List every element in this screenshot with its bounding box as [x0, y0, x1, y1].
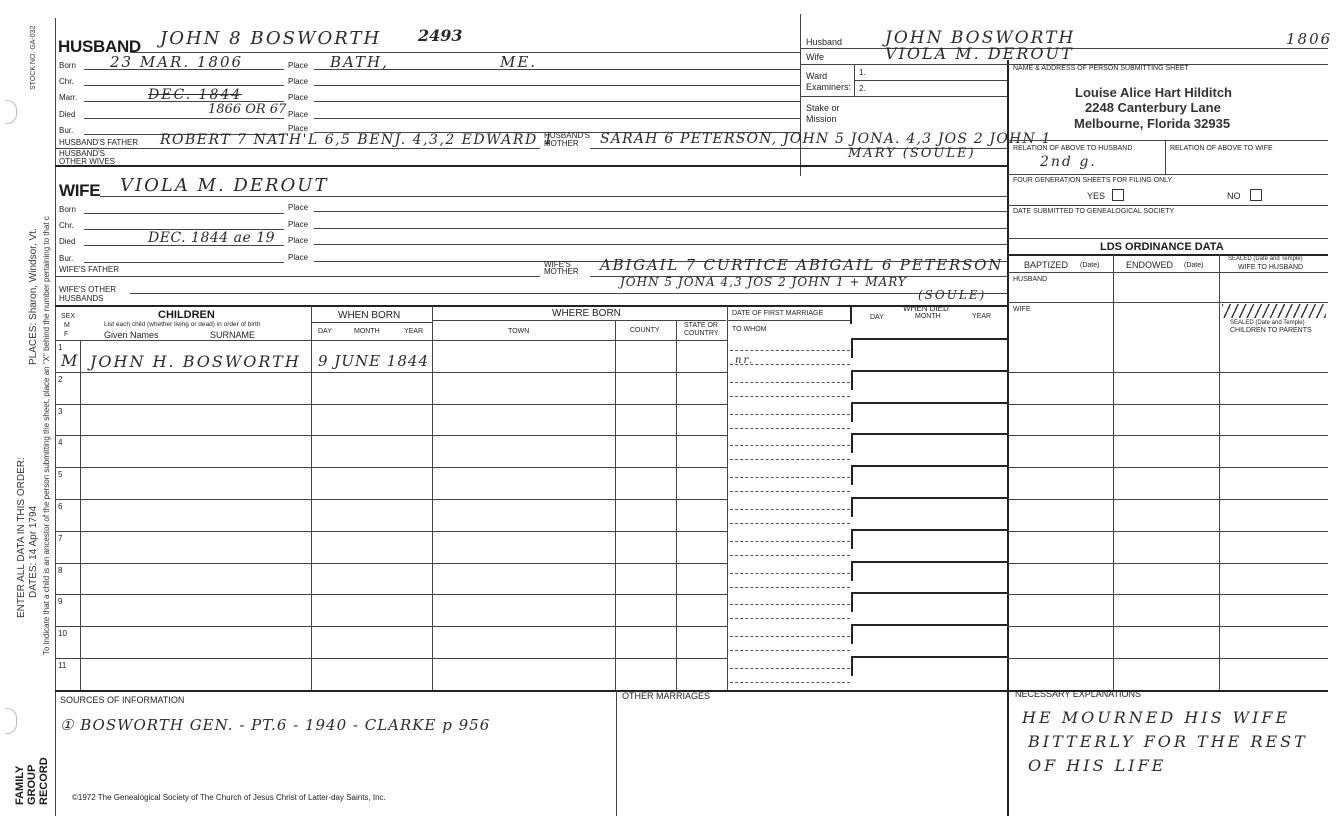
marriage-dash-line: [730, 573, 850, 574]
left-border: [55, 18, 56, 816]
when-born-subline: [311, 322, 432, 323]
examiners-bottom-line: [800, 96, 1007, 97]
first-marriage-subline: [727, 320, 851, 321]
child-row-line: [55, 499, 727, 500]
record-title: [14, 735, 50, 805]
wife-died-place-label: Place: [288, 236, 309, 245]
husband-heading: HUSBAND: [58, 37, 141, 56]
lds-child-row-line: [1008, 404, 1328, 405]
explanation-line-2: BITTERLY FOR THE REST: [1028, 732, 1308, 751]
sources-text: ① BOSWORTH GEN. - PT.6 - 1940 - CLARKE p 956: [60, 716, 491, 734]
marriage-dash-line: [730, 509, 850, 510]
lds-endowed-date: (Date): [1184, 262, 1204, 269]
record-title-line-1: FAMILY: [14, 765, 26, 805]
husband-died-label: Died: [59, 110, 76, 119]
right-wife-name: VIOLA M. DEROUT: [885, 44, 1074, 63]
given-names-label: Given Names: [104, 330, 159, 340]
child-number: 8: [58, 566, 63, 575]
children-header-bottom: [55, 340, 727, 341]
died-month-label: MONTH: [915, 313, 941, 320]
lds-child-row-line: [1008, 594, 1328, 595]
child-number: 2: [58, 375, 63, 384]
child-row-line: [55, 563, 727, 564]
wife-mother-continued-2: (SOULE): [918, 288, 987, 302]
wife-heading: WIFE: [59, 181, 101, 200]
lds-baptized: BAPTIZED: [1024, 260, 1069, 270]
husband-marr-place-line: [314, 101, 800, 102]
date-submitted-label: DATE SUBMITTED TO GENEALOGICAL SOCIETY: [1013, 208, 1175, 215]
lds-col-divider-2: [1219, 254, 1220, 690]
explanations-label: NECESSARY EXPLANATIONS: [1015, 689, 1142, 699]
child-number: 6: [58, 502, 63, 511]
wife-name: VIOLA M. DEROUT: [120, 175, 329, 196]
date-submitted-bottom-line: [1008, 238, 1328, 239]
when-born-label: WHEN BORN: [338, 310, 401, 321]
marriage-dash-line: [730, 364, 850, 365]
husband-bur-label: Bur.: [59, 126, 74, 135]
relation-husband-label: RELATION OF ABOVE TO HUSBAND: [1013, 145, 1133, 152]
state-or-label: STATE OR: [684, 322, 718, 329]
wife-other-husbands-line: [130, 293, 1007, 294]
wife-other-husbands-label-1: WIFE'S OTHER: [59, 285, 117, 294]
lds-baptized-date: (Date): [1080, 262, 1100, 269]
wife-chr-label: Chr.: [59, 221, 74, 230]
relation-husband-value: 2nd g.: [1040, 154, 1097, 170]
when-died-label: WHEN DIED: [903, 304, 949, 313]
copyright: ©1972 The Genealogical Society of The Church of Jesus Christ of Latter-day Saints, Inc.: [72, 793, 386, 802]
yes-checkbox[interactable]: [1112, 189, 1124, 201]
child-row-line: [55, 658, 727, 659]
husband-name: JOHN 8 BOSWORTH: [160, 28, 382, 49]
sex-m-label: M: [64, 322, 70, 329]
county-label: COUNTY: [630, 327, 660, 334]
marriage-dash-line: [730, 650, 850, 651]
yes-label: YES: [1087, 191, 1106, 201]
stock-number: STOCK NO. GA-032: [30, 25, 37, 90]
husband-born-line: [84, 69, 284, 70]
marriage-dash-line: [730, 491, 850, 492]
child-number: 7: [58, 534, 63, 543]
husband-father-label: HUSBAND'S FATHER: [59, 138, 139, 147]
header-divider: [800, 14, 801, 176]
marriage-dash-line: [730, 587, 850, 588]
born-day-label: DAY: [318, 328, 332, 335]
child-row-line: [55, 626, 727, 627]
lds-child-row-line: [1008, 658, 1328, 659]
husband-born-state: ME.: [500, 53, 538, 71]
sex-f-label: F: [64, 331, 69, 338]
husband-mother-label-1: HUSBAND'S: [544, 131, 590, 140]
husband-other-wives-label-2: OTHER WIVES: [59, 157, 116, 166]
right-husband-name: JOHN BOSWORTH: [885, 28, 1076, 48]
lds-child-row-line: [1008, 499, 1328, 500]
husband-marr-place-label: Place: [288, 93, 309, 102]
husband-marr-date: DEC. 1844: [148, 87, 243, 103]
marriage-dash-line: [730, 523, 850, 524]
wife-chr-place-label: Place: [288, 220, 309, 229]
four-generation-bottom-line: [1008, 205, 1328, 206]
marriage-dash-line: [730, 668, 850, 669]
stake-label: Stake or: [806, 103, 840, 113]
wife-name-line: [100, 196, 1007, 197]
child-number: 9: [58, 597, 63, 606]
to-whom-label: TO WHOM: [732, 326, 767, 333]
wife-born-place-label: Place: [288, 203, 309, 212]
lds-child-row-line: [1008, 563, 1328, 564]
where-born-subline: [432, 320, 726, 321]
died-bracket: [851, 402, 1009, 422]
lds-wife-row: WIFE: [1013, 306, 1031, 313]
explanation-line-3: OF HIS LIFE: [1028, 756, 1167, 775]
died-year-label: YEAR: [972, 313, 992, 320]
wife-other-husbands-label-2: HUSBANDS: [59, 294, 104, 303]
lds-child-row-line: [1008, 372, 1328, 373]
wife-bur-line: [84, 262, 284, 263]
explanation-line-1: HE MOURNED HIS WIFE: [1022, 708, 1291, 727]
child-birth-date: 9 JUNE 1844: [318, 352, 429, 370]
lds-child-row-line: [1008, 467, 1328, 468]
marriage-dash-line: [730, 477, 850, 478]
submitter-name: Louise Alice Hart Hilditch: [1075, 85, 1232, 100]
submitter-label: NAME & ADDRESS OF PERSON SUBMITTING SHEET: [1013, 65, 1189, 72]
husband-father: ROBERT 7 NATH'L 6,5 BENJ. 4,3,2 EDWARD 1: [160, 132, 555, 148]
examiner-1: 1.: [859, 68, 866, 77]
husband-born-place-line: [314, 69, 800, 70]
no-label: NO: [1227, 191, 1241, 201]
child-sex: M: [61, 351, 80, 370]
col-town-divider: [615, 320, 616, 690]
child-row-line: [55, 467, 727, 468]
right-wife-label: Wife: [806, 52, 824, 62]
husband-died-line: [84, 118, 284, 119]
where-born-label: WHERE BORN: [552, 308, 621, 319]
lds-title: LDS ORDINANCE DATA: [1100, 241, 1224, 253]
dates-note: DATES: 14 Apr 1794: [28, 505, 39, 598]
relation-divider: [1165, 140, 1166, 174]
enter-all-data-note: ENTER ALL DATA IN THIS ORDER:: [16, 457, 27, 618]
wife-section-bottom: [55, 305, 1008, 307]
child-number: 5: [58, 470, 63, 479]
lds-child-row-line: [1008, 626, 1328, 627]
marriage-dash-line: [730, 636, 850, 637]
lds-sealed-children-2: CHILDREN TO PARENTS: [1230, 327, 1312, 334]
wife-born-place-line: [314, 211, 1007, 212]
wife-chr-place-line: [314, 228, 1007, 229]
husband-mother-continued: MARY (SOULE): [848, 146, 976, 161]
wife-mother-label-2: MOTHER: [544, 267, 579, 276]
wife-born-line: [84, 213, 284, 214]
examiners-label: Examiners:: [806, 82, 852, 92]
wife-father-label: WIFE'S FATHER: [59, 265, 120, 274]
submitter-bottom-line: [1008, 140, 1328, 141]
no-checkbox[interactable]: [1250, 189, 1262, 201]
husband-chr-place-label: Place: [288, 77, 309, 86]
lds-col-divider-1: [1113, 254, 1114, 690]
died-bracket: [851, 592, 1009, 612]
four-generation-label: FOUR GENERATION SHEETS FOR FILING ONLY: [1013, 177, 1173, 184]
marriage-dash-line: [730, 414, 850, 415]
places-note: PLACES: Sharon, Windsor, Vt.: [28, 228, 39, 365]
col-sex-divider: [80, 340, 81, 690]
child-number: 1: [58, 343, 63, 352]
lds-sealed-wife-1: SEALED (Date and Temple): [1228, 256, 1303, 262]
wife-father-line: [56, 276, 540, 277]
marriage-dash-line: [730, 428, 850, 429]
wife-died-place-line: [314, 244, 1007, 245]
lds-sealed-wife-2: WIFE TO HUSBAND: [1238, 264, 1304, 271]
col-county-divider: [676, 320, 677, 690]
marriage-dash-line: [730, 382, 850, 383]
col-state-divider: [727, 306, 728, 690]
died-bracket: [851, 433, 1009, 453]
mission-label: Mission: [806, 114, 837, 124]
relation-bottom-line: [1008, 174, 1328, 175]
marriage-dash-line: [730, 682, 850, 683]
examiner-2: 2.: [859, 84, 866, 93]
lds-husband-line: [1008, 302, 1328, 303]
child-row-line: [55, 435, 727, 436]
marriage-dash-line: [730, 445, 850, 446]
wife-bur-label: Bur.: [59, 254, 74, 263]
child-number: 10: [58, 629, 67, 638]
child-row-line: [55, 531, 727, 532]
record-title-line-2: GROUP: [26, 764, 38, 805]
husband-chr-label: Chr.: [59, 77, 74, 86]
husband-died-place-line: [314, 118, 800, 119]
child-number: 11: [58, 661, 67, 670]
sex-label: SEX: [61, 313, 76, 320]
col-born-divider: [432, 306, 433, 690]
child-name: JOHN H. BOSWORTH: [90, 352, 301, 371]
surname-label: SURNAME: [210, 330, 256, 340]
wife-born-label: Born: [59, 205, 76, 214]
died-bracket: [851, 497, 1009, 517]
husband-other-wives-label-1: HUSBAND'S: [59, 149, 105, 158]
husband-died-place-label: Place: [288, 110, 309, 119]
lds-husband-row: HUSBAND: [1013, 276, 1048, 283]
lds-hatched-cell: [1222, 304, 1326, 318]
died-bracket: [851, 529, 1009, 549]
husband-chr-place-line: [314, 85, 800, 86]
child-number: 4: [58, 438, 63, 447]
col-marriage-divider: [850, 306, 852, 324]
sources-label: SOURCES OF INFORMATION: [60, 695, 185, 705]
wife-died-label: Died: [59, 237, 76, 246]
country-label: COUNTRY: [684, 330, 719, 337]
submitter-city: Melbourne, Florida 32935: [1074, 116, 1231, 131]
marriage-dash-line: [730, 459, 850, 460]
wife-died-line: [84, 245, 284, 246]
child-first-marriage: nr.: [735, 355, 755, 366]
child-row-line: [55, 372, 727, 373]
ancestor-instruction: To indicate that a child is an ancestor of the person submitting the sheet, place an "X" behind the number pertaining to that c: [42, 216, 51, 655]
wife-mother-continued: JOHN 5 JONA 4,3 JOS 2 JOHN 1 + MARY: [620, 275, 907, 289]
died-bracket: [851, 561, 1009, 581]
lds-sealed-children-1: SEALED (Date and Temple): [1230, 320, 1305, 326]
husband-bur-place-label: Place: [288, 124, 309, 133]
marriage-dash-line: [730, 555, 850, 556]
wife-died-date: DEC. 1844 ae 19: [148, 230, 276, 246]
husband-id-number: 2493: [418, 26, 463, 45]
born-month-label: MONTH: [354, 328, 380, 335]
lds-child-row-line: [1008, 435, 1328, 436]
marriage-dash-line: [730, 604, 850, 605]
died-bracket: [851, 624, 1009, 644]
sources-divider: [616, 690, 617, 816]
punch-hole-top: [6, 100, 17, 124]
lds-header-line: [1008, 272, 1328, 273]
wife-mother: ABIGAIL 7 CURTICE ABIGAIL 6 PETERSON: [600, 256, 1004, 274]
children-heading: CHILDREN: [158, 309, 215, 321]
husband-marr-label: Marr.: [59, 93, 78, 102]
died-bracket: [851, 338, 1009, 358]
husband-section-bottom: [55, 165, 1008, 167]
wife-bur-place-label: Place: [288, 253, 309, 262]
child-number: 3: [58, 407, 63, 416]
marriage-dash-line: [730, 396, 850, 397]
child-row-line: [55, 594, 727, 595]
relation-wife-label: RELATION OF ABOVE TO WIFE: [1170, 145, 1273, 152]
husband-died-date: 1866 OR 67: [208, 102, 287, 117]
born-year-label: YEAR: [404, 328, 424, 335]
examiner-row-line: [854, 80, 1007, 81]
husband-chr-line: [84, 85, 284, 86]
died-bracket: [851, 370, 1009, 390]
town-label: TOWN: [508, 328, 530, 335]
col-names-divider: [311, 306, 312, 690]
husband-mother-label-2: MOTHER: [544, 139, 579, 148]
died-day-label: DAY: [870, 314, 884, 321]
died-bracket: [851, 465, 1009, 485]
right-husband-year: 1806: [1286, 30, 1333, 48]
died-bracket: [851, 656, 1009, 676]
husband-born-place: BATH,: [330, 53, 389, 71]
ward-label: Ward: [806, 71, 828, 81]
other-marriages-label: OTHER MARRIAGES: [622, 691, 711, 701]
children-subheading: List each child (whether living or dead) in order of birth: [104, 321, 261, 328]
child-row-line: [55, 404, 727, 405]
husband-born-date: 23 MAR. 1806: [110, 53, 244, 71]
marriage-dash-line: [730, 350, 850, 351]
punch-hole-bottom: [6, 708, 17, 734]
marriage-dash-line: [730, 618, 850, 619]
husband-father-line: [56, 148, 540, 149]
lds-child-row-line: [1008, 531, 1328, 532]
marriage-dash-line: [730, 541, 850, 542]
lds-endowed: ENDOWED: [1126, 260, 1173, 270]
submitter-street: 2248 Canterbury Lane: [1085, 100, 1221, 115]
right-husband-label: Husband: [806, 37, 843, 47]
wife-mother-label-1: WIFE'S: [544, 260, 571, 269]
record-title-line-3: RECORD: [38, 757, 50, 805]
husband-born-label: Born: [59, 61, 76, 70]
husband-born-place-label: Place: [288, 61, 309, 70]
husband-mother: SARAH 6 PETERSON, JOHN 5 JONA. 4,3 JOS 2 JOHN 1: [600, 131, 1052, 147]
date-first-marriage-label: DATE OF FIRST MARRIAGE: [732, 310, 824, 317]
